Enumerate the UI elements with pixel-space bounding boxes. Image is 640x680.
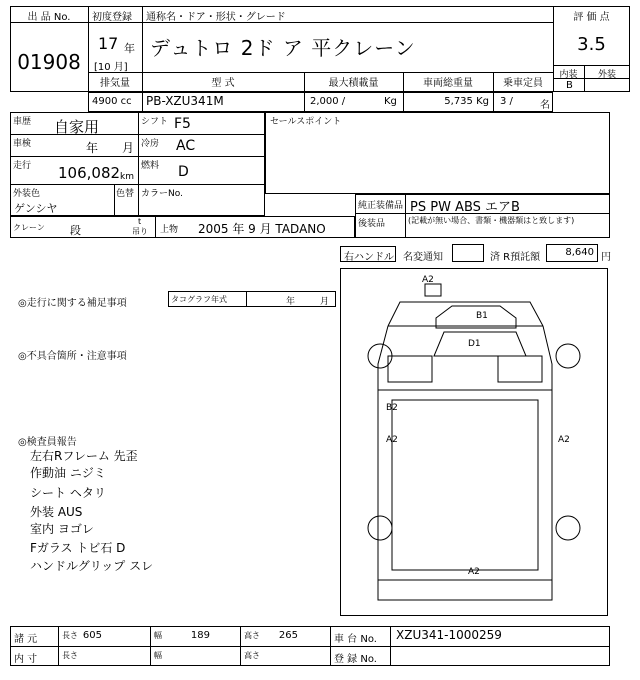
ac-label: 冷房 (141, 139, 160, 149)
aftermarket-note: (記載が無い場合、書類・機器類はと致します) (408, 216, 575, 225)
upper-value: 2005 年 9 月 TADANO (198, 222, 326, 236)
recycle-value: 8,640 (546, 244, 598, 262)
lot-label: 出 品 No. (27, 12, 71, 23)
diagram-mark-b1: B1 (476, 311, 488, 321)
aftermarket-label: 後装品 (358, 219, 386, 229)
interior-length-label: 長さ (62, 651, 78, 660)
length-label: 長さ (62, 631, 78, 640)
diagram-mark-b2: B2 (386, 403, 398, 413)
diagram-mark-a2-top: A2 (422, 275, 434, 285)
color-label: 外装色 (13, 189, 41, 199)
displacement-value: 4900 cc (92, 96, 132, 107)
first-reg-year-unit: 年 (124, 42, 135, 55)
inspection-month: 月 (122, 141, 135, 155)
diagram-mark-a2-left: A2 (386, 435, 398, 445)
reg-label: 登 録 No. (334, 654, 377, 665)
driving-remarks-label: ◎走行に関する補足事項 (18, 298, 127, 309)
inspector-line: ハンドルグリップ スレ (30, 559, 154, 573)
crane-ton-label: 吊り (132, 227, 148, 236)
car-name: デュトロ 2ド ア 平クレーン (150, 36, 416, 60)
lot-number: 01908 (17, 50, 81, 74)
capacity-value: 3 / (500, 96, 513, 107)
wheel-rear-right (556, 516, 580, 540)
mileage-unit: km (120, 172, 134, 182)
inspector-line: 作動油 ニジミ (30, 466, 106, 480)
mileage-label: 走行 (13, 161, 32, 171)
color-code-label: 色替 (116, 189, 135, 199)
wheel-rear-left (368, 516, 392, 540)
inspector-line: 外装 AUS (30, 505, 83, 519)
length-value: 605 (82, 630, 102, 641)
inspector-line: Fガラス トビ石 D (30, 541, 126, 555)
capacity-unit: 名 (540, 100, 550, 111)
exterior-label: 外装 (597, 70, 616, 80)
model-label: 型 式 (211, 78, 235, 89)
crane-ton-top: t (138, 217, 142, 226)
first-reg-month: [10 月] (94, 62, 128, 73)
history-value: 自家用 (54, 118, 100, 136)
inspection-year: 年 (86, 141, 99, 155)
defects-label: ◎不具合箇所・注意事項 (18, 351, 127, 362)
bed-outline (378, 390, 552, 580)
first-reg-label: 初度登録 (92, 12, 132, 23)
diagram-mark-d1: D1 (468, 339, 481, 349)
inspector-line: 室内 ヨゴレ (30, 522, 94, 536)
gross-weight-value: 5,735 Kg (444, 96, 489, 107)
std-equipment-value: PS PW ABS エアB (410, 200, 520, 215)
upper-label: 上物 (160, 225, 179, 235)
gross-weight-label: 車両総重量 (423, 78, 473, 89)
color-value: ゲンシヤ (14, 202, 58, 215)
diagram-mark-a2-bottom: A2 (468, 567, 480, 577)
inspection-label: 車検 (13, 139, 32, 149)
name-change-label: 名変通知 (403, 252, 443, 263)
sales-point-label: セールスポイント (270, 117, 342, 127)
name-label: 通称名・ドア・形状・グレード (146, 12, 286, 23)
crane-label: クレーン (13, 223, 45, 232)
max-load-unit: Kg (384, 96, 397, 107)
dims-label: 諸 元 (14, 634, 38, 645)
fuel-value: D (178, 164, 189, 180)
name-change-box (452, 244, 484, 262)
recycle-yen: 円 (601, 252, 611, 263)
max-load-label: 最大積載量 (328, 78, 379, 89)
mileage-value: 106,082 (58, 164, 121, 182)
first-reg-year: 17 (98, 34, 119, 53)
capacity-label: 乗車定員 (503, 78, 543, 89)
chassis-label: 車 台 No. (334, 634, 377, 645)
score-label: 評 価 点 (573, 12, 610, 23)
tacho-year: 年 (286, 297, 296, 307)
width-value: 189 (190, 630, 210, 641)
chassis-value: XZU341-1000259 (396, 628, 502, 642)
fuel-label: 燃料 (141, 161, 160, 171)
height-value: 265 (278, 630, 298, 641)
ac-value: AC (176, 138, 196, 154)
inspector-line: 左右Rフレーム 先歪 (30, 449, 138, 463)
interior-dims-label: 内 寸 (14, 654, 38, 665)
right-handle-box: 右ハンドル (340, 246, 396, 262)
diagram-mark-a2-right: A2 (558, 435, 570, 445)
wheel-front-right (556, 344, 580, 368)
shift-label: シフト (141, 117, 169, 127)
crane-stage: 段 (70, 224, 81, 237)
history-label: 車歴 (13, 117, 32, 127)
interior-width-label: 幅 (154, 651, 162, 660)
tacho-month: 月 (320, 297, 330, 307)
displacement-label: 排気量 (100, 78, 130, 89)
score-value: 3.5 (577, 34, 606, 55)
shift-value: F5 (174, 116, 191, 132)
tacho-label: タコグラフ年式 (171, 295, 227, 304)
height-label: 高さ (244, 631, 260, 640)
interior-grade: B (566, 80, 573, 91)
inspector-label: ◎検査員報告 (18, 437, 77, 448)
std-equipment-label: 純正装備品 (358, 201, 404, 211)
max-load-value: 2,000 / (310, 96, 346, 107)
color-no-label: カラーNo. (141, 189, 183, 199)
inspector-line: シート ヘタリ (30, 486, 106, 500)
interior-height-label: 高さ (244, 651, 260, 660)
truck-diagram (340, 268, 608, 616)
mirror-mark (425, 284, 441, 296)
recycle-label: 済 R預託額 (490, 252, 541, 263)
width-label: 幅 (154, 631, 162, 640)
model-value: PB-XZU341M (146, 94, 224, 108)
interior-label: 内装 (559, 70, 578, 80)
